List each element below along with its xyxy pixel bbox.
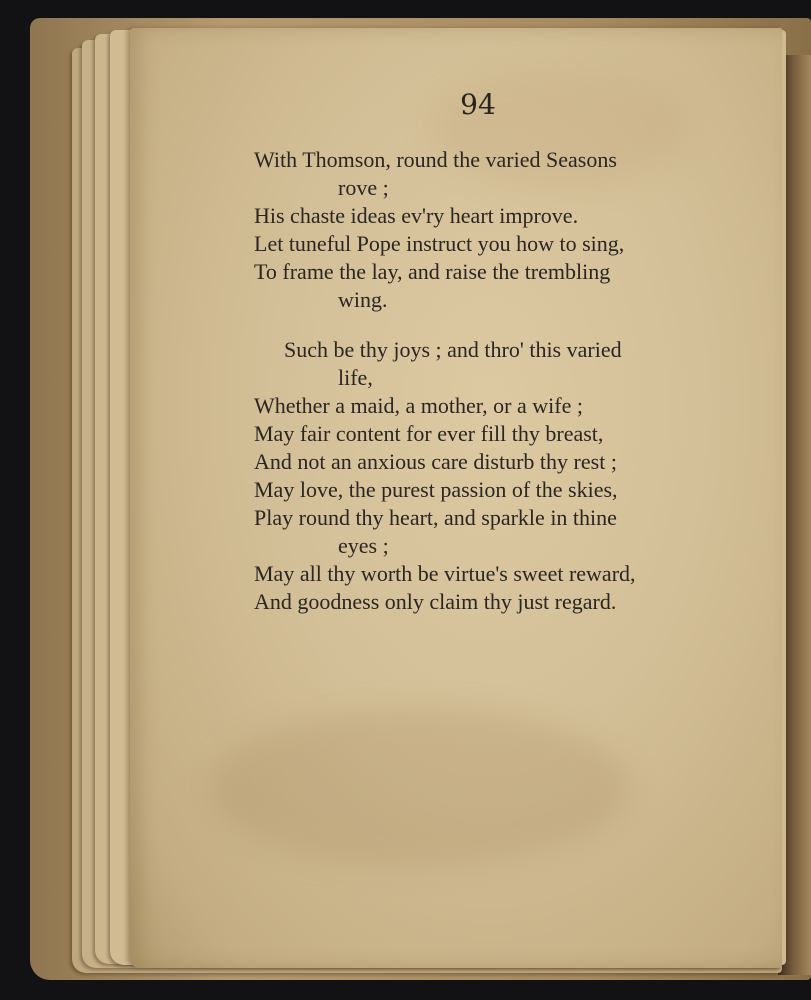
- poem-line: To frame the lay, and raise the trembling: [254, 259, 611, 284]
- stanza-break: [254, 314, 744, 336]
- poem-line: eyes ;: [338, 533, 389, 558]
- poem-text: [254, 146, 744, 616]
- poem-line: And goodness only claim thy just regard.: [254, 589, 617, 614]
- poem-line: And not an anxious care disturb thy rest ;: [254, 449, 617, 474]
- page-stain: [210, 708, 630, 868]
- poem-line: May all thy worth be virtue's sweet reward,: [254, 561, 636, 586]
- poem-line: Let tuneful Pope instruct you how to sing,: [254, 231, 625, 256]
- poem-line: With Thomson, round the varied Seasons: [254, 147, 617, 172]
- poem-line: May fair content for ever fill thy breast,: [254, 421, 604, 446]
- poem-line: life,: [338, 365, 373, 390]
- poem-line: May love, the purest passion of the skies,: [254, 477, 618, 502]
- page-number: 94: [460, 88, 496, 121]
- poem-line: Such be thy joys ; and thro' this varied: [284, 337, 622, 362]
- poem-line: His chaste ideas ev'ry heart improve.: [254, 203, 579, 228]
- poem-line: wing.: [338, 287, 388, 312]
- poem-line: rove ;: [338, 175, 389, 200]
- poem-line: Whether a maid, a mother, or a wife ;: [254, 393, 583, 418]
- poem-line: Play round thy heart, and sparkle in thine: [254, 505, 617, 530]
- book-page: [130, 28, 782, 968]
